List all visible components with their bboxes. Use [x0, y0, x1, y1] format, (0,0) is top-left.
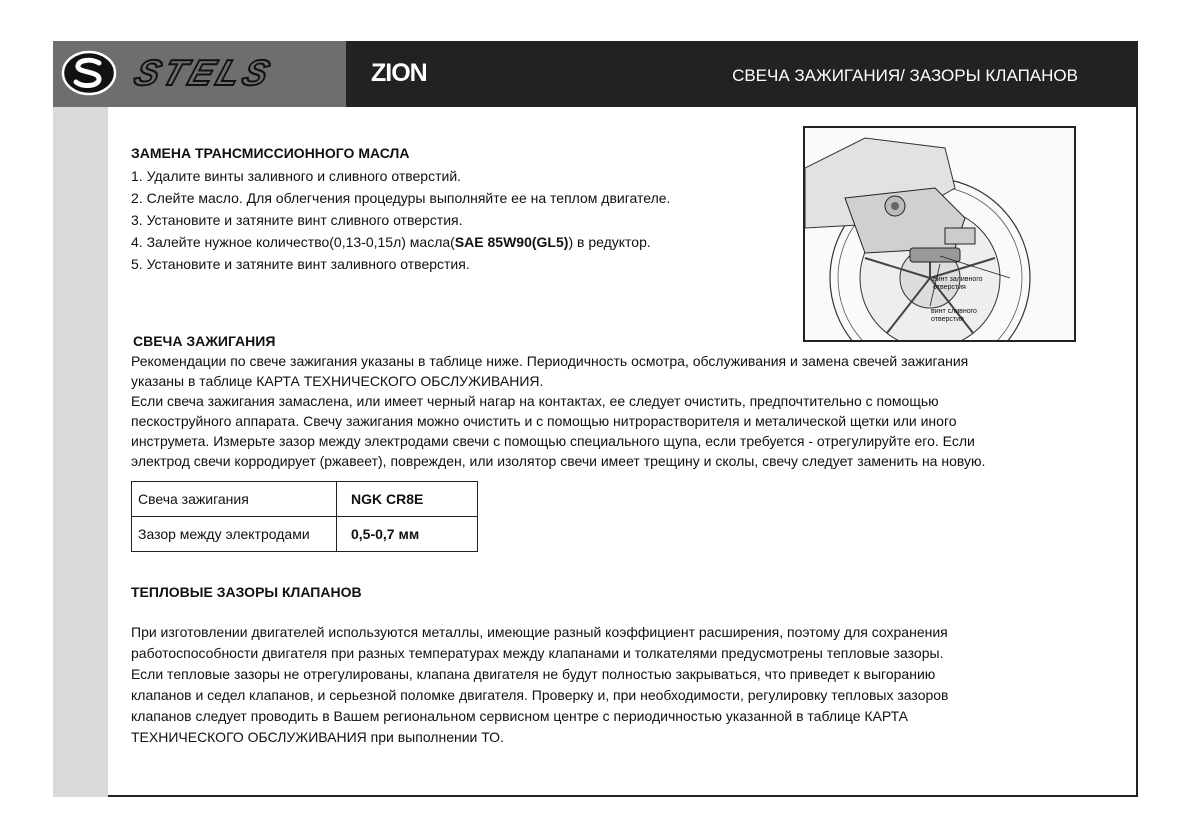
- paragraph-line: электрод свечи корродирует (ржавеет), поврежден, или изолятор свечи имеет трещину и сколы, свечу следует заменить на новую.: [131, 453, 986, 469]
- step4-tail: ) в редуктор.: [568, 234, 651, 250]
- page-header: [53, 41, 1138, 107]
- gearbox-photo: [803, 126, 1076, 342]
- drain-screw-callout: [931, 308, 977, 324]
- paragraph-line: инструмета. Измерьте зазор между электродами свечи с помощью специального щупа, если требуется - отрегулируйте его. Если: [131, 433, 975, 449]
- paragraph-line: Рекомендации по свече зажигания указаны в таблице ниже. Периодичность осмотра, обслуживания и замена свечей зажигания: [131, 353, 969, 369]
- list-item: 5. Установите и затяните винт заливного отверстия.: [131, 256, 470, 272]
- valves-heading: ТЕПЛОВЫЕ ЗАЗОРЫ КЛАПАНОВ: [131, 584, 362, 600]
- svg-text:STELS: STELS: [129, 52, 279, 93]
- list-item: 2. Слейте масло. Для облегчения процедуры выполняйте ее на теплом двигателе.: [131, 190, 671, 206]
- callout-drain-line-1: винт сливного: [931, 308, 977, 315]
- spark-plug-heading: СВЕЧА ЗАЖИГАНИЯ: [133, 333, 276, 349]
- table-cell-label: Зазор между электродами: [132, 517, 337, 552]
- callout-drain-line-2: отверстия: [931, 316, 964, 323]
- paragraph-line: работоспособности двигателя при разных температурах между клапанами и толкателями предусмотрены тепловые зазоры.: [131, 645, 944, 661]
- table-row: [132, 517, 478, 552]
- paragraph-line: Если тепловые зазоры не отрегулированы, клапана двигателя не будут полностью закрываться, что приведет к выгоранию: [131, 666, 936, 682]
- spark-plug-spec-table: [131, 481, 478, 552]
- list-item: 3. Установите и затяните винт сливного отверстия.: [131, 212, 463, 228]
- stels-s-logo-icon: [61, 50, 117, 96]
- right-frame-rule: [1136, 107, 1138, 797]
- model-name: ZION: [371, 59, 427, 87]
- table-cell-label: Свеча зажигания: [132, 482, 337, 517]
- list-item: [131, 231, 670, 253]
- valves-text: [131, 622, 949, 748]
- paragraph-line: клапанов и седел клапанов, и серьезной поломке двигателя. Проверку и, при необходимости, регулировку тепловых зазоров: [131, 687, 949, 703]
- paragraph-line: Если свеча зажигания замаслена, или имеет черный нагар на контактах, ее следует очистить, предпочтительно с помощью: [131, 393, 939, 409]
- step4-text: 4. Залейте нужное количество(0,13-0,15л) масла(: [131, 234, 455, 250]
- spark-plug-text: [131, 351, 985, 471]
- fill-screw-callout: [933, 276, 983, 292]
- spark-plug-section: [133, 333, 275, 349]
- paragraph-line: указаны в таблице КАРТА ТЕХНИЧЕСКОГО ОБСЛУЖИВАНИЯ.: [131, 373, 544, 389]
- left-sidebar-bar: [53, 107, 108, 797]
- oil-change-section: [131, 145, 670, 275]
- list-item: 1. Удалите винты заливного и сливного отверстий.: [131, 168, 462, 184]
- callout-fill-line-2: отверстия: [933, 284, 966, 291]
- bottom-frame-rule: [108, 795, 1138, 797]
- paragraph-line: При изготовлении двигателей используются металлы, имеющие разный коэффициент расширения, поэтому для сохранения: [131, 624, 948, 640]
- valves-section: [131, 584, 362, 600]
- table-cell-value: 0,5-0,7 мм: [337, 517, 478, 552]
- stels-wordmark: [129, 51, 337, 95]
- paragraph-line: пескоструйного аппарата. Свечу зажигания можно очистить и с помощью нитрорастворителя и металической щетки или иного: [131, 413, 957, 429]
- brand-logo: [53, 41, 346, 107]
- oil-spec: SAE 85W90(GL5): [454, 234, 569, 250]
- section-title: СВЕЧА ЗАЖИГАНИЯ/ ЗАЗОРЫ КЛАПАНОВ: [732, 66, 1078, 85]
- callout-fill-line-1: винт заливного: [933, 276, 983, 283]
- oil-change-heading: ЗАМЕНА ТРАНСМИССИОННОГО МАСЛА: [131, 145, 410, 161]
- paragraph-line: ТЕХНИЧЕСКОГО ОБСЛУЖИВАНИЯ при выполнении ТО.: [131, 729, 504, 745]
- oil-change-steps: [131, 165, 670, 275]
- table-row: [132, 482, 478, 517]
- table-cell-value: NGK CR8E: [337, 482, 478, 517]
- paragraph-line: клапанов следует проводить в Вашем региональном сервисном центре с периодичностью указанной в таблице КАРТА: [131, 708, 908, 724]
